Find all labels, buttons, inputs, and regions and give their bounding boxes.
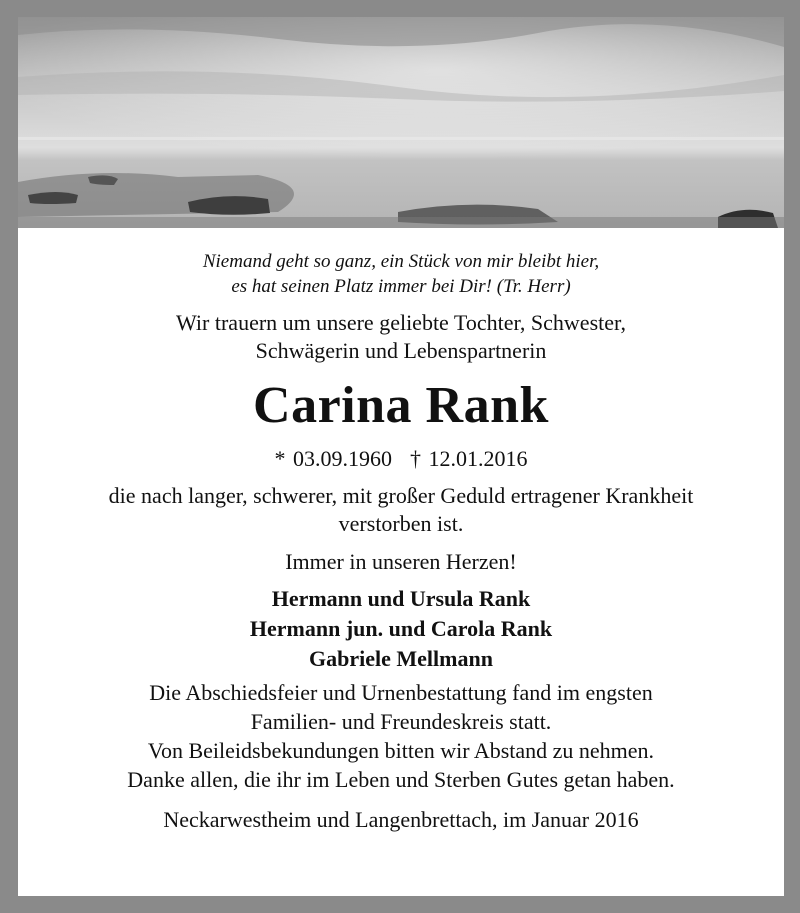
announcement-text	[18, 249, 784, 834]
mourner-name: Gabriele Mellmann	[309, 646, 493, 671]
place-and-date: Neckarwestheim und Langenbrettach, im Januar 2016	[163, 807, 639, 832]
intro-text	[28, 309, 774, 365]
deceased-name: Carina Rank	[253, 377, 549, 434]
verse	[28, 249, 774, 299]
notice-line: Familien- und Freundeskreis statt.	[250, 709, 552, 734]
intro-line: Wir trauern um unsere geliebte Tochter, Schwester,	[176, 310, 626, 335]
motto: Immer in unseren Herzen!	[285, 549, 517, 574]
verse-line: Niemand geht so ganz, ein Stück von mir bleibt hier,	[202, 251, 600, 272]
birth-date: * 03.09.1960	[274, 446, 392, 471]
intro-line: Schwägerin und Lebenspartnerin	[255, 338, 547, 363]
mourner-name: Hermann jun. und Carola Rank	[249, 616, 553, 641]
life-dates	[28, 445, 774, 473]
description	[28, 482, 774, 538]
description-line: verstorben ist.	[338, 511, 464, 536]
notice-line: Von Beileidsbekundungen bitten wir Abstand zu nehmen.	[147, 738, 655, 763]
announcement-card	[18, 17, 784, 896]
description-line: die nach langer, schwerer, mit großer Geduld ertragener Krankheit	[108, 483, 694, 508]
verse-line: es hat seinen Platz immer bei Dir! (Tr. Herr)	[231, 276, 571, 297]
seascape-photo	[18, 17, 784, 228]
death-date: † 12.01.2016	[410, 446, 528, 471]
mourner-name: Hermann und Ursula Rank	[271, 586, 531, 611]
notice-line: Danke allen, die ihr im Leben und Sterben Gutes getan haben.	[127, 767, 675, 792]
notice-line: Die Abschiedsfeier und Urnenbestattung fand im engsten	[149, 680, 653, 705]
mourners-list	[28, 584, 774, 674]
funeral-notice	[28, 678, 774, 794]
